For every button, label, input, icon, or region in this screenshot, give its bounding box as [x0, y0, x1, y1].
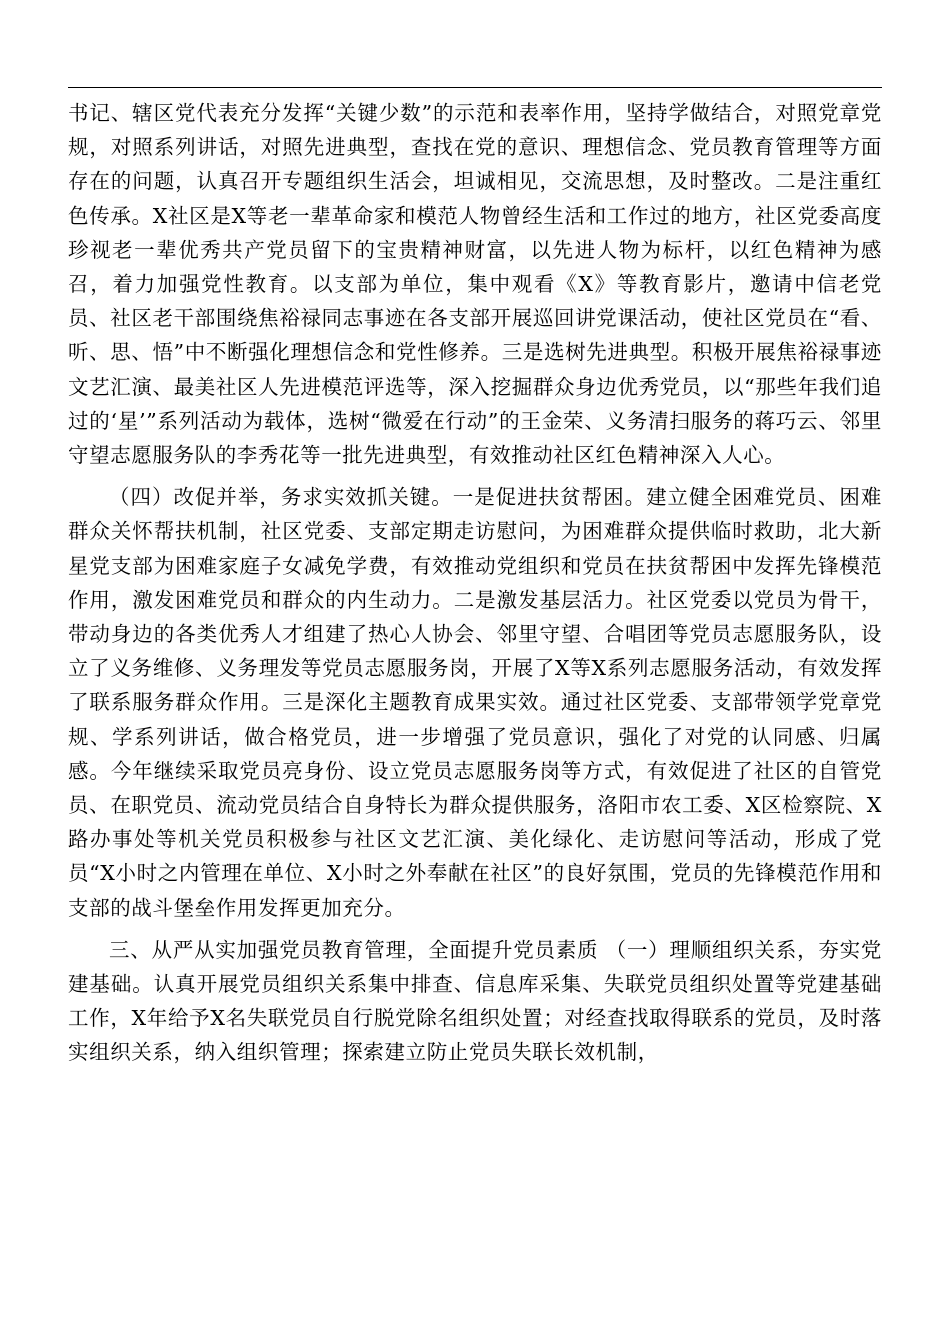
paragraph-continued: 书记、辖区党代表充分发挥“关键少数”的示范和表率作用，坚持学做结合，对照党章党规，对照系列讲话，对照先进典型，查找在党的意识、理想信念、党员教育管理等方面存在的问题，认真召开专题组织生活会，坦诚相见，交流思想，及时整改。二是注重红色传承。X社区是X等老一辈革命家和模范人物曾经生活和工作过的地方，社区党委高度珍视老一辈优秀共产党员留下的宝贵精神财富，以先进人物为标杆，以红色精神为感召，着力加强党性教育。以支部为单位，集中观看《X》等教育影片，邀请中信老党员、社区老干部围绕焦裕禄同志事迹在各支部开展巡回讲党课活动，使社区党员在“看、听、思、悟”中不断强化理想信念和党性修养。三是选树先进典型。积极开展焦裕禄事迹文艺汇演、最美社区人先进模范评选等，深入挖掘群众身边优秀党员，以“那些年我们追过的‘星’”系列活动为载体，选树“微爱在行动”的王金荣、义务清扫服务的蒋巧云、邻里守望志愿服务队的李秀花等一批先进典型，有效推动社区红色精神深入人心。 — [68, 101, 882, 468]
paragraph-section-three-heading: 三、从严从实加强党员教育管理，全面提升党员素质 （一）理顺组织关系，夯实党建基础。认真开展党员组织关系集中排查、信息库采集、失联党员组织处置等党建基础工作，X年给予X名失联党员自行脱党除名组织处置；对经查找取得联系的党员，及时落实组织关系，纳入组织管理；探索建立防止党员失联长效机制， — [68, 937, 882, 1065]
paragraph-section-four: （四）改促并举，务求实效抓关键。一是促进扶贫帮困。建立健全困难党员、困难群众关怀帮扶机制，社区党委、支部定期走访慰问，为困难群众提供临时救助，北大新星党支部为困难家庭子女减免学费，有效推动党组织和党员在扶贫帮困中发挥先锋模范作用，激发困难党员和群众的内生动力。二是激发基层活力。社区党委以党员为骨干，带动身边的各类优秀人才组建了热心人协会、邻里守望、合唱团等党员志愿服务队，设立了义务维修、义务理发等党员志愿服务岗，开展了X等X系列志愿服务活动，有效发挥了联系服务群众作用。三是深化主题教育成果实效。通过社区党委、支部带领学党章党规、学系列讲话，做合格党员，进一步增强了党员意识，强化了对党的认同感、归属感。今年继续采取党员亮身份、设立党员志愿服务岗等方式，有效促进了社区的自管党员、在职党员、流动党员结合自身特长为群众提供服务，洛阳市农工委、X区检察院、X路办事处等机关党员积极参与社区文艺汇演、美化绿化、走访慰问等活动，形成了党员“X小时之内管理在单位、X小时之外奉献在社区”的良好氛围，党员的先锋模范作用和支部的战斗堡垒作用发挥更加充分。 — [68, 485, 882, 920]
header-rule — [68, 87, 882, 88]
document-body — [68, 96, 882, 1070]
